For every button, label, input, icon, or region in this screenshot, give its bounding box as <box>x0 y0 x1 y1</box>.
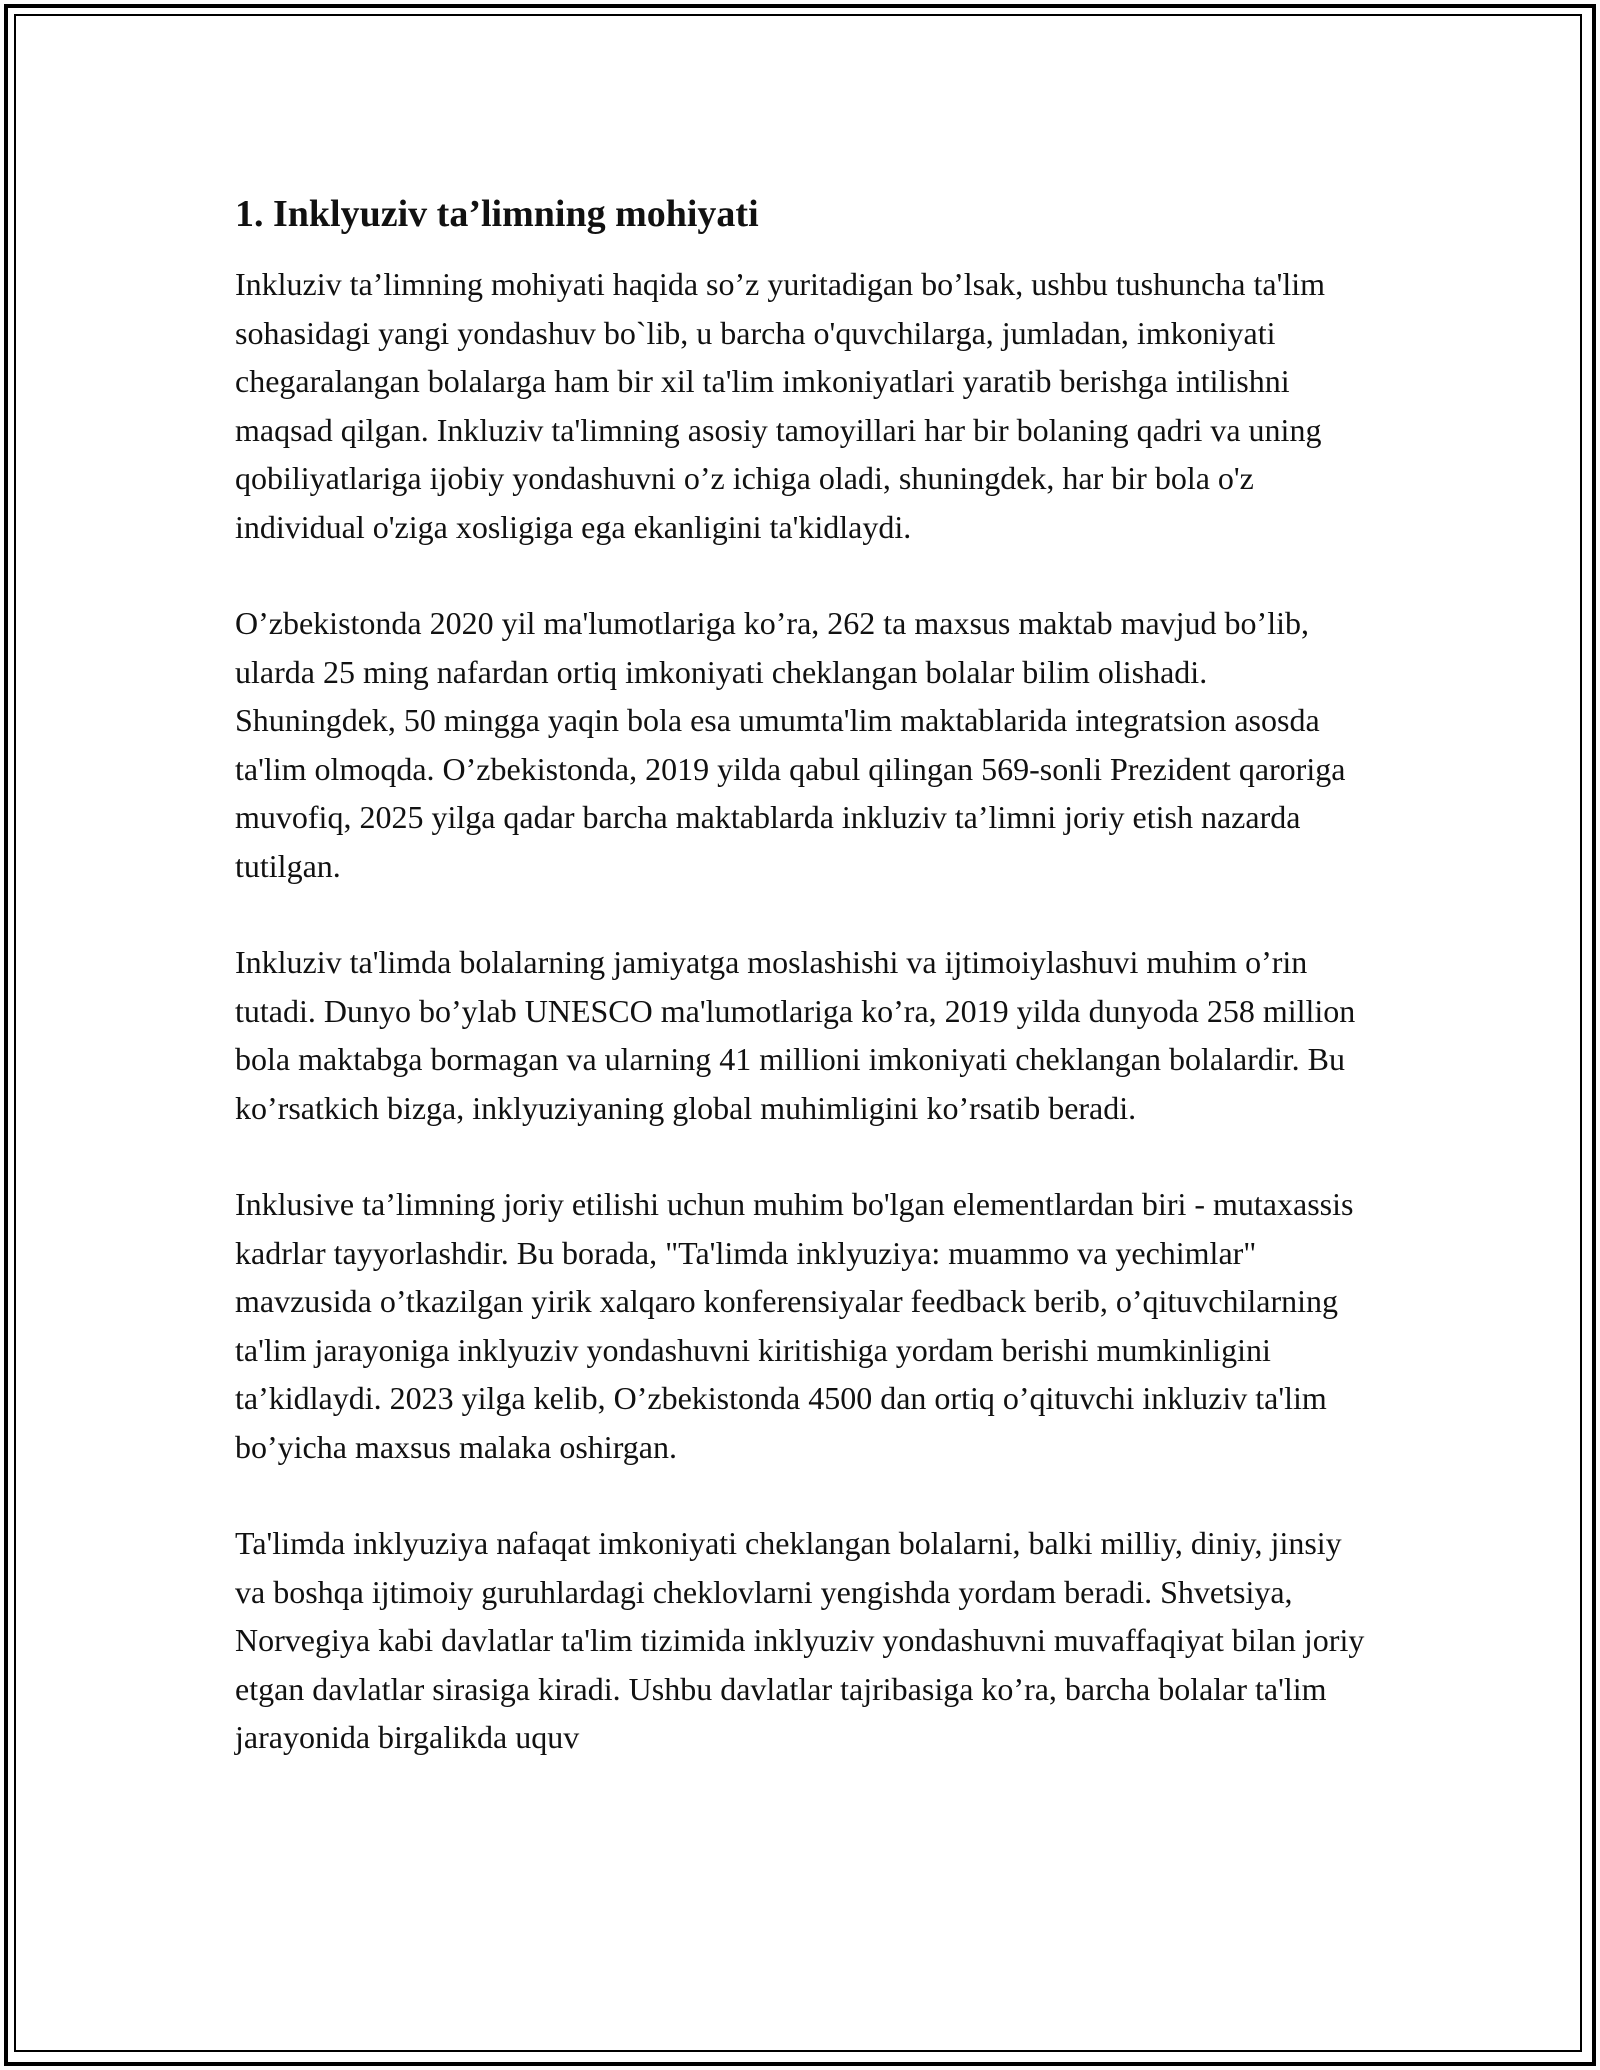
paragraph-2: O’zbekistonda 2020 yil ma'lumotlariga ko’ra, 262 ta maxsus maktab mavjud bo’lib, ularda 25 ming nafardan ortiq imkoniyati cheklangan bolalar bilim olishadi. Shuningdek, 50 mingga yaqin bola esa umumta'lim maktablarida integratsion asosda ta'lim olmoqda. O’zbekistonda, 2019 yilda qabul qilingan 569-sonli Prezident qaroriga muvofiq, 2025 yilga qadar barcha maktablarda inkluziv ta’limni joriy etish nazarda tutilgan. <box>235 605 1346 884</box>
section-heading: 1. Inklyuziv ta’limning mohiyati <box>235 193 759 235</box>
paragraph-5: Ta'limda inklyuziya nafaqat imkoniyati cheklangan bolalarni, balki milliy, diniy, jinsiy va boshqa ijtimoiy guruhlardagi cheklovlarni yengishda yordam beradi. Shvetsiya, Norvegiya kabi davlatlar ta'lim tizimida inklyuziv yondashuvni muvaffaqiyat bilan joriy etgan davlatlar sirasiga kiradi. Ushbu davlatlar tajribasiga ko’ra, barcha bolalar ta'lim jarayonida birgalikda uquv <box>235 1525 1365 1755</box>
paragraph-3: Inkluziv ta'limda bolalarning jamiyatga moslashishi va ijtimoiylashuvi muhim o’rin tutadi. Dunyo bo’ylab UNESCO ma'lumotlariga ko’ra, 2019 yilda dunyoda 258 million bola maktabga bormagan va ularning 41 millioni imkoniyati cheklangan bolalardir. Bu ko’rsatkich bizga, inklyuziyaning global muhimligini ko’rsatib beradi. <box>235 944 1356 1126</box>
paragraph-1: Inkluziv ta’limning mohiyati haqida so’z yuritadigan bo’lsak, ushbu tushuncha ta'lim sohasidagi yangi yondashuv bo`lib, u barcha o'quvchilarga, jumladan, imkoniyati chegaralangan bolalarga ham bir xil ta'lim imkoniyatlari yaratib berishga intilishni maqsad qilgan. Inkluziv ta'limning asosiy tamoyillari har bir bolaning qadri va uning qobiliyatlariga ijobiy yondashuvni o’z ichiga oladi, shuningdek, har bir bola o'z individual o'ziga xosligiga ega ekanligini ta'kidlaydi. <box>235 266 1325 545</box>
paragraph-4: Inklusive ta’limning joriy etilishi uchun muhim bo'lgan elementlardan biri - mutaxassis kadrlar tayyorlashdir. Bu borada, "Ta'limda inklyuziya: muammo va yechimlar" mavzusida o’tkazilgan yirik xalqaro konferensiyalar feedback berib, o’qituvchilarning ta'lim jarayoniga inklyuziv yondashuvni kiritishiga yordam berishi mumkinligini ta’kidlaydi. 2023 yilga kelib, O’zbekistonda 4500 dan ortiq o’qituvchi inkluziv ta'lim bo’yicha maxsus malaka oshirgan. <box>235 1186 1354 1465</box>
document-body <box>235 190 1365 1810</box>
